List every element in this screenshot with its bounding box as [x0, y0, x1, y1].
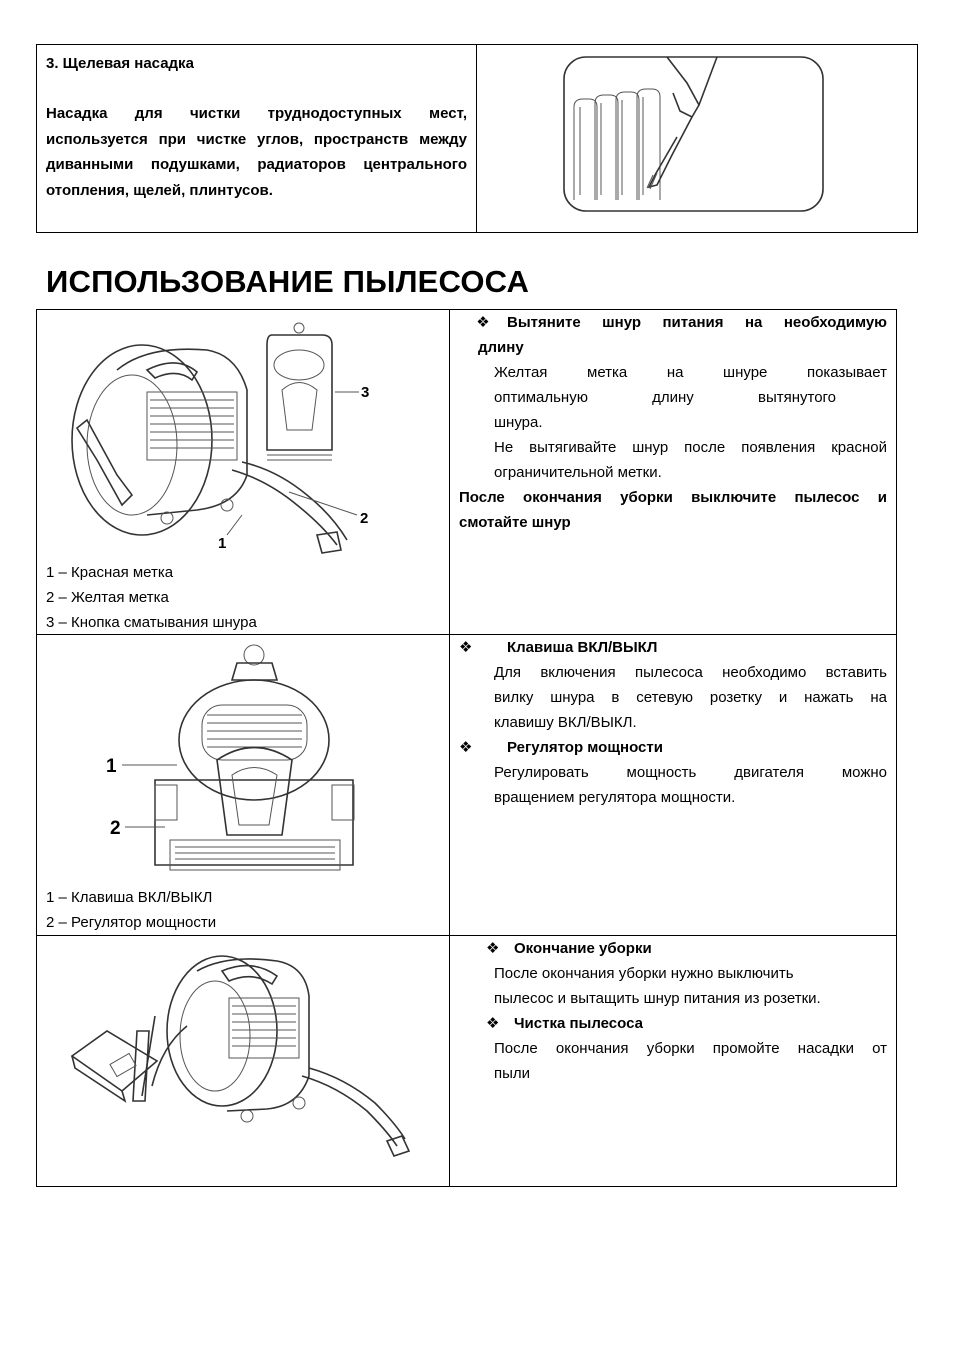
cleaning-title: Чистка пылесоса — [514, 1015, 643, 1032]
cord-text-cell — [450, 310, 896, 634]
cleaning-line1: После окончания уборки промойте насадки от — [494, 1040, 887, 1057]
power-illustration-cell — [37, 635, 450, 935]
cleanup-row — [37, 936, 896, 1186]
bullet-icon: ❖ — [486, 940, 500, 957]
usage-table — [36, 309, 897, 1187]
cleanup-text-cell — [450, 936, 896, 1186]
caption-yellow-mark: 2 – Желтая метка — [46, 589, 169, 606]
cord-text-line1: Желтая метка на шнуре показывает — [494, 364, 887, 381]
page-heading: ИСПОЛЬЗОВАНИЕ ПЫЛЕСОСА — [46, 264, 530, 299]
vacuum-cord-illustration — [37, 310, 449, 560]
bullet-icon: ❖ — [476, 314, 490, 331]
callout-3: 3 — [361, 384, 370, 401]
cleaning-line2: пыли — [494, 1065, 531, 1082]
power-text-cell — [450, 635, 896, 935]
caption-on-off-key: 1 – Клавиша ВКЛ/ВЫКЛ — [46, 889, 213, 906]
power-captions — [46, 885, 216, 935]
nozzle-illustration-cell — [477, 45, 917, 232]
cord-captions — [46, 560, 257, 635]
bullet-icon: ❖ — [459, 739, 473, 756]
callout-1: 1 — [106, 756, 117, 777]
finish-line1: После окончания уборки нужно выключить — [494, 965, 794, 982]
bullet-icon: ❖ — [459, 639, 473, 656]
finish-title: Окончание уборки — [514, 940, 652, 957]
power-regulator-title: Регулятор мощности — [507, 739, 663, 756]
nozzle-title: 3. Щелевая насадка — [46, 55, 194, 72]
callout-2: 2 — [360, 510, 369, 527]
nozzle-description: Насадка для чистки труднодоступных мест, используется при чистке углов, пространств между диванными подушками, радиаторов центрального отопления, щелей, плинтусов. — [46, 105, 467, 199]
power-regulator-line2: вращением регулятора мощности. — [494, 789, 736, 806]
finish-line2: пылесос и вытащить шнур питания из розетки. — [494, 990, 821, 1007]
caption-rewind-button: 3 – Кнопка сматывания шнура — [46, 614, 257, 631]
cord-illustration-cell — [37, 310, 450, 634]
vacuum-front-illustration — [37, 635, 449, 880]
cord-bullet-title-cont: длину — [478, 339, 524, 356]
caption-red-mark: 1 – Красная метка — [46, 564, 174, 581]
cord-text-line4: ограничительной метки. — [494, 464, 662, 481]
nozzle-table — [36, 44, 918, 233]
vacuum-with-brush-illustration — [37, 936, 449, 1184]
cleanup-illustration-cell — [37, 936, 450, 1186]
callout-1: 1 — [218, 535, 227, 552]
on-off-line2: вилку шнура в сетевую розетку и нажать на — [494, 689, 887, 706]
on-off-title: Клавиша ВКЛ/ВЫКЛ — [507, 639, 658, 656]
cord-row — [37, 310, 896, 635]
cord-text-line2: оптимальную длину вытянутого шнура. — [494, 389, 837, 431]
cord-note-line2: смотайте шнур — [459, 514, 571, 531]
caption-power-regulator: 2 – Регулятор мощности — [46, 914, 217, 931]
callout-2: 2 — [110, 818, 121, 839]
bullet-icon: ❖ — [486, 1015, 500, 1032]
cord-text-line3: Не вытягивайте шнур после появления красной — [494, 439, 887, 456]
cord-bullet-title: Вытяните шнур питания на необходимую — [507, 314, 887, 331]
on-off-line1: Для включения пылесоса необходимо вставить — [494, 664, 887, 681]
nozzle-text-cell — [37, 45, 477, 232]
crevice-nozzle-radiator-illustration — [477, 45, 917, 232]
on-off-line3: клавишу ВКЛ/ВЫКЛ. — [494, 714, 637, 731]
cord-note-line1: После окончания уборки выключите пылесос и — [459, 489, 887, 506]
power-row — [37, 635, 896, 936]
power-regulator-line1: Регулировать мощность двигателя можно — [494, 764, 887, 781]
